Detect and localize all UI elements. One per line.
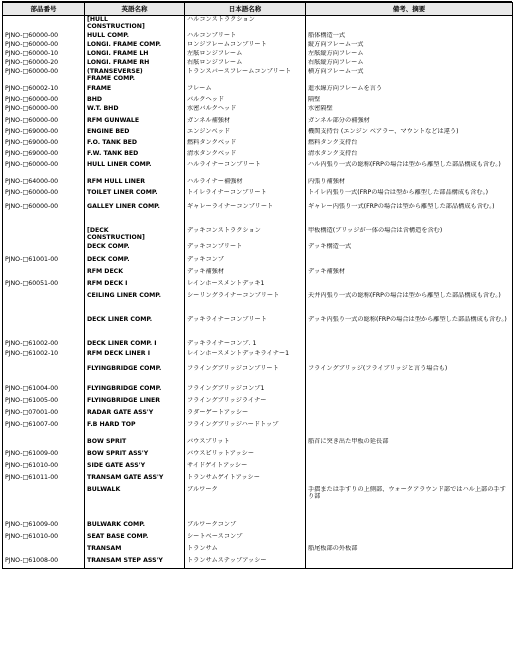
japanese-name-cell: 水密バルクヘッド	[185, 105, 306, 117]
english-name-cell: RFM DECK	[85, 268, 185, 280]
table-row	[3, 161, 513, 178]
english-name-cell: DECK COMP.	[85, 256, 185, 268]
japanese-name-cell: レインホースメントデッキ1	[185, 280, 306, 292]
table-row	[3, 316, 513, 340]
english-name-cell: RFM DECK LINER I	[85, 350, 185, 365]
english-name-cell: LONGI. FRAME COMP.	[85, 41, 185, 50]
english-name-cell: LONGI. FRAME RH	[85, 59, 185, 68]
table-row	[3, 189, 513, 203]
english-name-cell: RFM HULL LINER	[85, 178, 185, 189]
table-row	[3, 105, 513, 117]
remarks-cell: ガンネル部分の補強材	[306, 117, 513, 128]
japanese-name-cell: デッキライナーコンプ. 1	[185, 340, 306, 350]
japanese-name-cell: ハルライナー補強材	[185, 178, 306, 189]
remarks-cell	[306, 421, 513, 438]
table-row	[3, 68, 513, 85]
japanese-name-cell: ハルコンストラクション	[185, 16, 306, 32]
japanese-name-cell: バルクヘッド	[185, 96, 306, 105]
remarks-cell: 隔壁	[306, 96, 513, 105]
remarks-cell: ギャレー内張り一式(FRPの場合は型から離型した部品構成も含む。)	[306, 203, 513, 227]
japanese-name-cell: ハルライナーコンプリート	[185, 161, 306, 178]
remarks-cell: 水密隔壁	[306, 105, 513, 117]
japanese-name-cell: デッキコンストラクション	[185, 227, 306, 243]
japanese-name-cell: フライングブリッジライナー	[185, 397, 306, 409]
part-number-cell: PJNO-□61002-10	[3, 350, 85, 365]
japanese-name-cell: トランサム	[185, 545, 306, 557]
remarks-cell: 甲板構造(ブリッジが一体の場合は含構造を含む)	[306, 227, 513, 243]
part-number-cell: PJNO-□60000-00	[3, 96, 85, 105]
header-row	[3, 3, 513, 16]
table-row	[3, 421, 513, 438]
japanese-name-cell: トランサムゲイトアッシー	[185, 474, 306, 486]
japanese-name-cell: トイレライナーコンプリート	[185, 189, 306, 203]
remarks-cell	[306, 521, 513, 533]
japanese-name-cell: デッキライナーコンプリート	[185, 316, 306, 340]
table-row	[3, 59, 513, 68]
table-row	[3, 41, 513, 50]
part-number-cell: PJNO-□60000-00	[3, 117, 85, 128]
japanese-name-cell: トランサムステップアッシー	[185, 557, 306, 569]
japanese-name-cell: シートベースコンプ	[185, 533, 306, 545]
table-row	[3, 438, 513, 450]
table-row	[3, 545, 513, 557]
part-number-cell: PJNO-□60000-00	[3, 32, 85, 41]
japanese-name-cell: フレーム	[185, 85, 306, 96]
english-name-cell: SEAT BASE COMP.	[85, 533, 185, 545]
japanese-name-cell: デッキコンプ	[185, 256, 306, 268]
english-name-cell: CEILING LINER COMP.	[85, 292, 185, 316]
remarks-cell	[306, 557, 513, 569]
header-japanese-name: 日本語名称	[185, 3, 306, 16]
part-number-cell: PJNO-□61010-00	[3, 462, 85, 474]
table-row	[3, 280, 513, 292]
part-number-cell: PJNO-□60000-00	[3, 41, 85, 50]
part-number-cell: PJNO-□07001-00	[3, 409, 85, 421]
table-row	[3, 117, 513, 128]
part-number-cell: PJNO-□61010-00	[3, 533, 85, 545]
japanese-name-cell: レインホースメントデッキライナー1	[185, 350, 306, 365]
remarks-cell	[306, 385, 513, 397]
japanese-name-cell: フライングブリッジハードトップ	[185, 421, 306, 438]
english-name-cell: F.O. TANK BED	[85, 139, 185, 150]
part-number-cell	[3, 316, 85, 340]
japanese-name-cell: ギャレーライナーコンプリート	[185, 203, 306, 227]
japanese-name-cell: デッキコンプリート	[185, 243, 306, 256]
part-number-cell: PJNO-□61009-00	[3, 450, 85, 462]
part-number-cell: PJNO-□61001-00	[3, 256, 85, 268]
part-number-cell	[3, 438, 85, 450]
japanese-name-cell: 右舷ロンジフレーム	[185, 59, 306, 68]
japanese-name-cell: フライングブリッジコンプ1	[185, 385, 306, 397]
remarks-cell: フライングブリッジ(フライブリッジと言う場合も)	[306, 365, 513, 385]
remarks-cell	[306, 409, 513, 421]
table-row	[3, 85, 513, 96]
remarks-cell: 左舷縦方向フレーム	[306, 50, 513, 59]
english-name-cell: FRAME	[85, 85, 185, 96]
part-number-cell	[3, 16, 85, 32]
remarks-cell: 内張り補強材	[306, 178, 513, 189]
japanese-name-cell: エンジンベッド	[185, 128, 306, 139]
remarks-cell	[306, 256, 513, 268]
table-row	[3, 462, 513, 474]
japanese-name-cell: バウスプリット	[185, 438, 306, 450]
table-row	[3, 292, 513, 316]
table-row	[3, 32, 513, 41]
english-name-cell: LONGI. FRAME LH	[85, 50, 185, 59]
table-row	[3, 385, 513, 397]
remarks-cell: 右舷縦方向フレーム	[306, 59, 513, 68]
japanese-name-cell: 清水タンクベッド	[185, 150, 306, 161]
english-name-cell: [DECK CONSTRUCTION]	[85, 227, 185, 243]
remarks-cell: 清水タンク支持台	[306, 150, 513, 161]
remarks-cell: 横方向フレーム一式	[306, 68, 513, 85]
part-number-cell: PJNO-□60002-10	[3, 85, 85, 96]
english-name-cell: DECK LINER COMP. I	[85, 340, 185, 350]
table-row	[3, 139, 513, 150]
english-name-cell: RFM GUNWALE	[85, 117, 185, 128]
english-name-cell: (TRANSEVERSE) FRAME COMP.	[85, 68, 185, 85]
english-name-cell: DECK LINER COMP.	[85, 316, 185, 340]
japanese-name-cell: ガンネル補強材	[185, 117, 306, 128]
english-name-cell: FLYINGBRIDGE COMP.	[85, 365, 185, 385]
english-name-cell: W.T. BHD	[85, 105, 185, 117]
table-row	[3, 557, 513, 569]
remarks-cell: 天井内張り一式の総称(FRPの場合は型から離型した部品構成も含む。)	[306, 292, 513, 316]
english-name-cell: RFM DECK I	[85, 280, 185, 292]
table-row	[3, 521, 513, 533]
part-number-cell	[3, 365, 85, 385]
english-name-cell: F.W. TANK BED	[85, 150, 185, 161]
part-number-cell: PJNO-□61002-00	[3, 340, 85, 350]
part-number-cell	[3, 268, 85, 280]
part-number-cell	[3, 292, 85, 316]
remarks-cell: 縦方向フレーム一式	[306, 41, 513, 50]
part-number-cell: PJNO-□61004-00	[3, 385, 85, 397]
remarks-cell	[306, 533, 513, 545]
remarks-cell	[306, 280, 513, 292]
part-number-cell: PJNO-□69000-00	[3, 139, 85, 150]
english-name-cell: TOILET LINER COMP.	[85, 189, 185, 203]
remarks-cell	[306, 350, 513, 365]
remarks-cell	[306, 16, 513, 32]
japanese-name-cell: 左舷ロンジフレーム	[185, 50, 306, 59]
japanese-name-cell: ブルワーク	[185, 486, 306, 521]
part-number-cell	[3, 486, 85, 521]
table-row	[3, 256, 513, 268]
part-number-cell: PJNO-□60000-20	[3, 59, 85, 68]
parts-table	[2, 2, 513, 569]
part-number-cell: PJNO-□60051-00	[3, 280, 85, 292]
table-row	[3, 227, 513, 243]
part-number-cell	[3, 545, 85, 557]
english-name-cell: BOW SPRIT ASS'Y	[85, 450, 185, 462]
remarks-cell: 機関支持台 (エンジン ベアラー、マウントなどは違う)	[306, 128, 513, 139]
part-number-cell	[3, 227, 85, 243]
table-row	[3, 50, 513, 59]
remarks-cell: デッキ内張り一式の総称(FRPの場合は型から離型した部品構成も含む。)	[306, 316, 513, 340]
japanese-name-cell: シーリングライナーコンプリート	[185, 292, 306, 316]
part-number-cell	[3, 243, 85, 256]
remarks-cell: 船尾板部の外板部	[306, 545, 513, 557]
part-number-cell: PJNO-□60000-00	[3, 68, 85, 85]
table-row	[3, 243, 513, 256]
english-name-cell: GALLEY LINER COMP.	[85, 203, 185, 227]
part-number-cell: PJNO-□60000-10	[3, 50, 85, 59]
japanese-name-cell: ハルコンプリート	[185, 32, 306, 41]
part-number-cell: PJNO-□61007-00	[3, 421, 85, 438]
english-name-cell: TRANSAM STEP ASS'Y	[85, 557, 185, 569]
english-name-cell: SIDE GATE ASS'Y	[85, 462, 185, 474]
table-row	[3, 533, 513, 545]
english-name-cell: [HULL CONSTRUCTION]	[85, 16, 185, 32]
remarks-cell: 船体構造一式	[306, 32, 513, 41]
english-name-cell: RADAR GATE ASS'Y	[85, 409, 185, 421]
remarks-cell: 燃料タンク支持台	[306, 139, 513, 150]
part-number-cell: PJNO-□69000-00	[3, 150, 85, 161]
english-name-cell: FLYINGBRIDGE COMP.	[85, 385, 185, 397]
table-row	[3, 486, 513, 521]
remarks-cell	[306, 462, 513, 474]
table-row	[3, 409, 513, 421]
english-name-cell: DECK COMP.	[85, 243, 185, 256]
japanese-name-cell: トランスバースフレームコンプリート	[185, 68, 306, 85]
remarks-cell: 船首に突き出た甲板の延長部	[306, 438, 513, 450]
table-row	[3, 128, 513, 139]
japanese-name-cell: ロンジフレームコンプリート	[185, 41, 306, 50]
remarks-cell: デッキ構造一式	[306, 243, 513, 256]
english-name-cell: HULL COMP.	[85, 32, 185, 41]
part-number-cell: PJNO-□64000-00	[3, 178, 85, 189]
table-row	[3, 397, 513, 409]
english-name-cell: BULWALK	[85, 486, 185, 521]
english-name-cell: BULWARK COMP.	[85, 521, 185, 533]
japanese-name-cell: バウスピリットアッシー	[185, 450, 306, 462]
header-remarks: 備考、摘要	[306, 3, 513, 16]
table-row	[3, 474, 513, 486]
table-row	[3, 203, 513, 227]
english-name-cell: TRANSAM GATE ASS'Y	[85, 474, 185, 486]
table-row	[3, 178, 513, 189]
part-number-cell: PJNO-□60000-00	[3, 189, 85, 203]
english-name-cell: ENGINE BED	[85, 128, 185, 139]
part-number-cell: PJNO-□60000-00	[3, 161, 85, 178]
header-part-number: 部品番号	[3, 3, 85, 16]
table-row	[3, 450, 513, 462]
english-name-cell: F.B HARD TOP	[85, 421, 185, 438]
part-number-cell: PJNO-□69000-00	[3, 128, 85, 139]
table-row	[3, 365, 513, 385]
part-number-cell: PJNO-□60000-00	[3, 105, 85, 117]
table-row	[3, 268, 513, 280]
english-name-cell: TRANSAM	[85, 545, 185, 557]
remarks-cell	[306, 340, 513, 350]
part-number-cell: PJNO-□61009-00	[3, 521, 85, 533]
japanese-name-cell: サイドゲイトアッシー	[185, 462, 306, 474]
remarks-cell	[306, 397, 513, 409]
part-number-cell: PJNO-□61005-00	[3, 397, 85, 409]
japanese-name-cell: ブルワークコンプ	[185, 521, 306, 533]
english-name-cell: FLYINGBRIDGE LINER	[85, 397, 185, 409]
remarks-cell: トイレ内張り一式(FRPの場合は型から離型した部品構成も含む。)	[306, 189, 513, 203]
table-row	[3, 340, 513, 350]
remarks-cell: デッキ補強材	[306, 268, 513, 280]
part-number-cell: PJNO-□61011-00	[3, 474, 85, 486]
japanese-name-cell: フライングブリッジコンプリート	[185, 365, 306, 385]
remarks-cell: 手摺または手すりの上側部、ウォークアラウンド部ではハル上部の手すり部	[306, 486, 513, 521]
table-row	[3, 150, 513, 161]
remarks-cell: ハル内張り一式の総称(FRPの場合は型から離型した部品構成も含む。)	[306, 161, 513, 178]
english-name-cell: HULL LINER COMP.	[85, 161, 185, 178]
part-number-cell: PJNO-□60000-00	[3, 203, 85, 227]
table-row	[3, 350, 513, 365]
japanese-name-cell: デッキ補強材	[185, 268, 306, 280]
remarks-cell	[306, 474, 513, 486]
header-english-name: 英語名称	[85, 3, 185, 16]
table-row	[3, 96, 513, 105]
table-row	[3, 16, 513, 32]
part-number-cell: PJNO-□61008-00	[3, 557, 85, 569]
english-name-cell: BOW SPRIT	[85, 438, 185, 450]
japanese-name-cell: ラダーゲートアッシー	[185, 409, 306, 421]
remarks-cell: 進水線方向フレームを言う	[306, 85, 513, 96]
remarks-cell	[306, 450, 513, 462]
japanese-name-cell: 燃料タンクベッド	[185, 139, 306, 150]
english-name-cell: BHD	[85, 96, 185, 105]
